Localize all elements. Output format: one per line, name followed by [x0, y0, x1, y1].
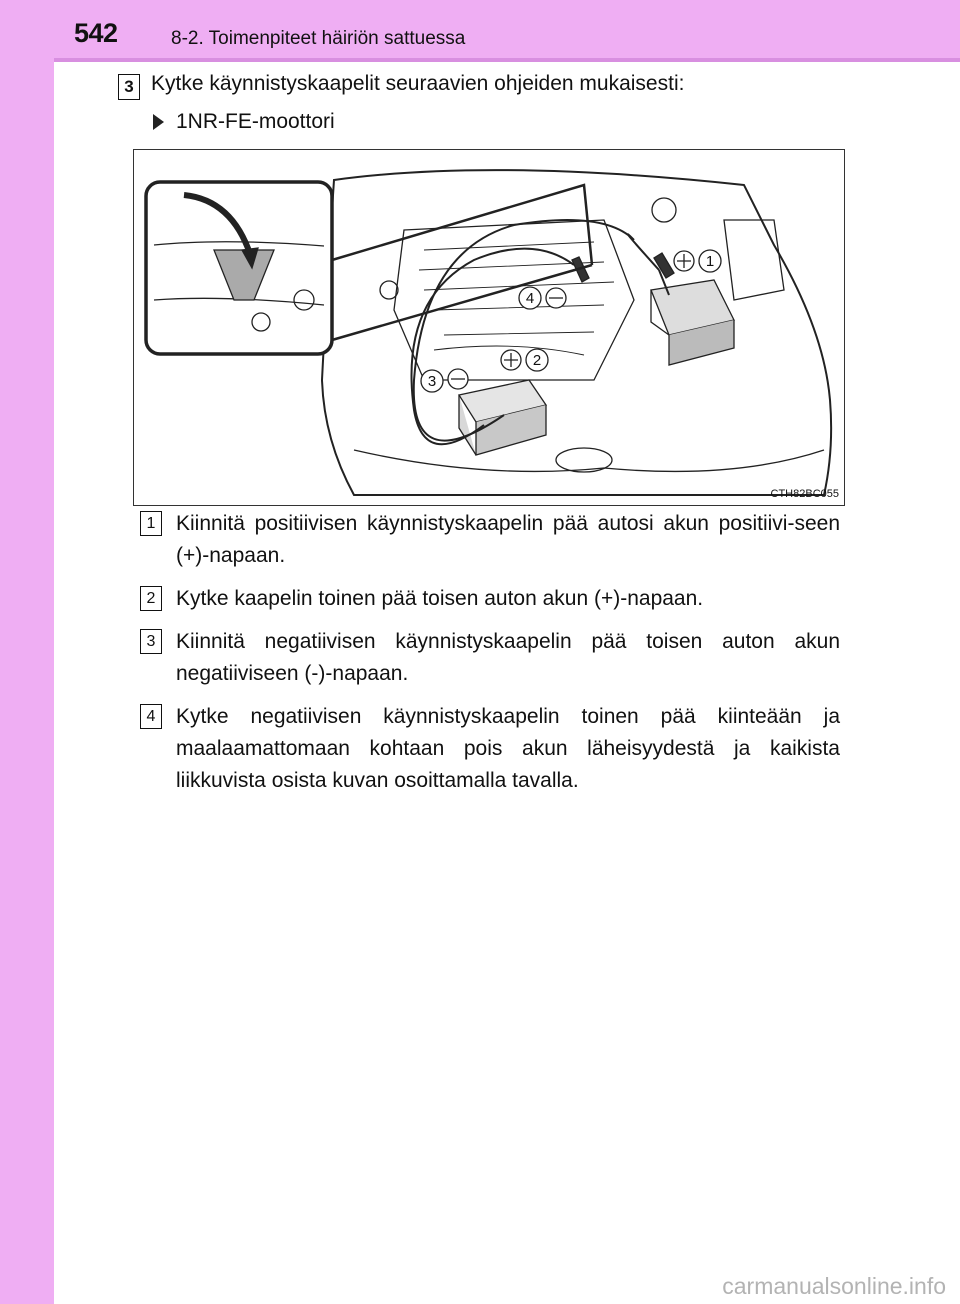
- item-number: 4: [140, 704, 162, 729]
- step-instruction: Kytke käynnistyskaapelit seuraavien ohjeiden mukaisesti:: [151, 72, 685, 95]
- item-number: 1: [140, 511, 162, 536]
- engine-bay-illustration: [134, 150, 845, 506]
- callout-num-4: 4: [525, 290, 535, 307]
- list-item: [140, 626, 840, 690]
- emblem: [556, 448, 612, 472]
- list-item: [140, 583, 840, 615]
- clamp-icon: [654, 253, 674, 278]
- item-number: 3: [140, 629, 162, 654]
- watermark: carmanualsonline.info: [722, 1273, 946, 1299]
- figure-code: CTH82BC055: [770, 488, 839, 500]
- item-text: Kytke negatiivisen käynnistyskaapelin toinen pää kiinteään ja maalaamattomaan kohtaan pois akun läheisyydestä ja kaikista liikkuvista osista kuvan osoittamalla tavalla.: [176, 705, 840, 792]
- callout-num-3: 3: [427, 373, 437, 390]
- item-text: Kiinnitä negatiivisen käynnistyskaapelin pää toisen auton akun negatiiviseen (-)-napaan.: [176, 630, 840, 685]
- item-text: Kiinnitä positiivisen käynnistyskaapelin pää autosi akun positiivi-seen (+)-napaan.: [176, 512, 840, 567]
- bullet-arrow-icon: [153, 114, 164, 130]
- engine-label: 1NR-FE-moottori: [176, 110, 335, 133]
- item-text: Kytke kaapelin toinen pää toisen auton akun (+)-napaan.: [176, 587, 704, 610]
- item-number: 2: [140, 586, 162, 611]
- ground-point-inset: [146, 182, 332, 354]
- inset-leader: [332, 185, 592, 340]
- side-tab-bar: [0, 0, 54, 1304]
- page-number: 542: [74, 18, 118, 48]
- jump-start-figure: [133, 149, 845, 506]
- chapter-title: 8-2. Toimenpiteet häiriön sattuessa: [171, 28, 466, 49]
- donor-battery: [459, 380, 546, 455]
- list-item: [140, 701, 840, 797]
- callout-num-1: 1: [705, 253, 715, 270]
- header-rule: [54, 58, 960, 62]
- list-item: [140, 508, 840, 572]
- header-band: [0, 0, 960, 58]
- instruction-list: [140, 508, 840, 808]
- own-battery: [651, 280, 734, 365]
- callout-num-2: 2: [532, 352, 542, 369]
- step-number-box: 3: [118, 74, 140, 100]
- bumper-outline: [354, 450, 824, 471]
